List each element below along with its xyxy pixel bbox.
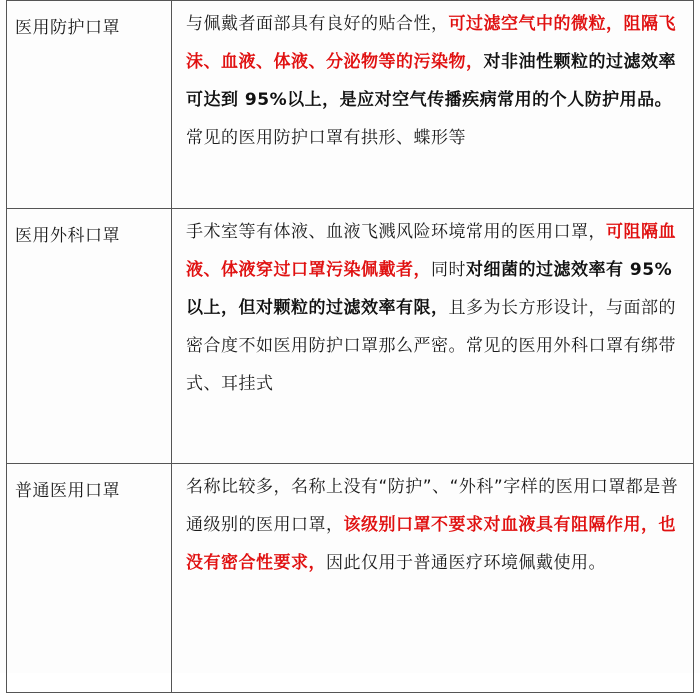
mask-type-description: [172, 1, 694, 209]
table-row: [7, 464, 694, 693]
description-segment: 名称比较多，名称上没有“防护”、“外科”字样的医用口罩都是普通级别的医用口罩，: [186, 477, 679, 535]
description-segment: 常见的医用防护口罩有拱形、蝶形等: [186, 128, 466, 148]
description-segment-highlight: 该级别口罩不要求对血液具有阻隔作用，也没有密合性要求，: [186, 515, 676, 573]
description-segment: 且多为长方形设计，与面部的密合度不如医用防护口罩那么严密。常见的医用外科口罩有绑带式、耳挂式: [186, 298, 676, 394]
table-row: [7, 209, 694, 464]
mask-type-name: 医用外科口罩: [7, 209, 172, 464]
mask-type-description: [172, 209, 694, 464]
description-segment: 手术室等有体液、血液飞溅风险环境常用的医用口罩，: [186, 222, 606, 242]
mask-comparison-table: [6, 0, 694, 693]
description-segment-highlight: 可阻隔血液、体液穿过口罩污染佩戴者，: [186, 222, 676, 280]
description-segment-bold: 对非油性颗粒的过滤效率可达到 95%以上，是应对空气传播疾病常用的个人防护用品。: [186, 52, 676, 110]
description-segment: 与佩戴者面部具有良好的贴合性，: [186, 14, 449, 34]
description-segment: 同时: [431, 260, 466, 280]
description-segment-highlight: 可过滤空气中的微粒，阻隔飞沫、血液、体液、分泌物等的污染物，: [186, 14, 676, 72]
mask-type-description: [172, 464, 694, 693]
table-row: [7, 1, 694, 209]
description-segment: 因此仅用于普通医疗环境佩戴使用。: [326, 553, 606, 573]
mask-type-name: 普通医用口罩: [7, 464, 172, 693]
description-segment-bold: 对细菌的过滤效率有 95%以上，但对颗粒的过滤效率有限，: [186, 260, 673, 318]
mask-type-name: 医用防护口罩: [7, 1, 172, 209]
